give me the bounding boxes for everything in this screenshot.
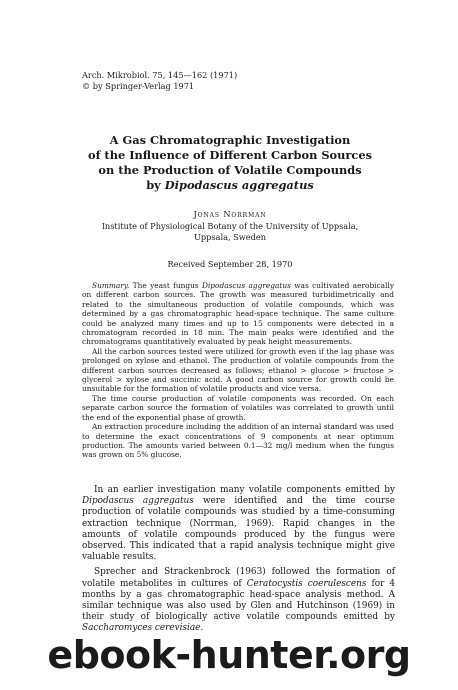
affiliation-line: Uppsala, Sweden: [194, 232, 266, 242]
body-paragraph: [82, 567, 395, 634]
species-name: Dipodascus aggregatus: [82, 496, 194, 507]
body-text: for 4 months by a gas chromatographic head-space analysis method. A similar technique was also used by Glen and Hutchinson (1969) in their study of biologically active volatile compounds emitted by: [82, 578, 395, 623]
title-by: by: [146, 178, 165, 192]
body-text: In an earlier investigation many volatile components emitted by: [94, 485, 395, 495]
species-name: Ceratocystis coerulescens: [246, 578, 367, 589]
author-name: Jonas Norrman: [193, 209, 267, 219]
species-name: Saccharomyces cerevisiae.: [82, 623, 204, 634]
summary-text: The yeast fungus: [129, 281, 203, 290]
copyright-line: © by Springer-Verlag 1971: [82, 81, 195, 91]
journal-citation-block: [82, 70, 237, 92]
affiliation: [60, 221, 400, 243]
summary-section: [82, 281, 394, 460]
affiliation-line: Institute of Physiological Botany of the University of Uppsala,: [101, 221, 359, 231]
summary-heading: Summary.: [92, 281, 130, 290]
journal-citation: Arch. Mikrobiol. 75, 145—162 (1971): [82, 70, 238, 80]
summary-paragraph: An extraction procedure including the addition of an internal standard was used to determine the exact concentrations of 9 components at near optimum production. The amounts varied between 0.1—32 mg/l medium when the fungus was grown on 5% glucose.: [82, 422, 394, 460]
title-line: of the Influence of Different Carbon Sources: [87, 148, 373, 162]
watermark-text: ebook-hunter.org: [47, 633, 411, 677]
received-date: Received September 28, 1970: [167, 259, 293, 269]
body-text: Sprecher and Strackenbrock (1963) followed the formation of volatile metabolites in cultures of: [82, 567, 395, 589]
title-species: Dipodascus aggregatus: [164, 178, 314, 192]
summary-text: was cultivated aerobically on different carbon sources. The growth was measured turbidimetrically and related to the simultaneous production of volatile compounds, which was determined by a gas chromatographic head-space technique. The same culture could be analyzed many times and up to 15 components were detected in a chromatogram recorded in 18 min. The main peaks were identified and the chromatograms quantitatively evaluated by peak height measurements.: [82, 281, 394, 347]
summary-paragraph: The time course production of volatile components was recorded. On each separate carbon source the formation of volatiles was correlated to growth until the end of the exponential phase of growth.: [82, 393, 394, 422]
body-section: [82, 485, 395, 639]
species-name: Dipodascus aggregatus: [202, 281, 291, 290]
body-paragraph: [82, 485, 395, 563]
title-line: [60, 178, 400, 193]
title-line: on the Production of Volatile Compounds: [98, 163, 362, 177]
summary-paragraph: All the carbon sources tested were utilized for growth even if the lag phase was prolonged on xylose and ethanol. The production of volatile compounds from the different carbon sources decreased as follows; ethanol > glucose > fructose > glycerol > xylose and succinic acid. A good carbon source for growth could be unsuitable for the formation of volatile products and vice versa.: [82, 346, 394, 394]
body-text: were identified and the time course production of volatile compounds was studied by a time-consuming extraction technique (Norrman, 1969). Rapid changes in the amounts of volatile compounds produced by the fungus were observed. This indicated that a rapid analysis technique might give valuable results.: [82, 496, 395, 563]
summary-paragraph: [82, 281, 394, 347]
article-title: [60, 133, 400, 193]
title-line: A Gas Chromatographic Investigation: [109, 133, 351, 147]
